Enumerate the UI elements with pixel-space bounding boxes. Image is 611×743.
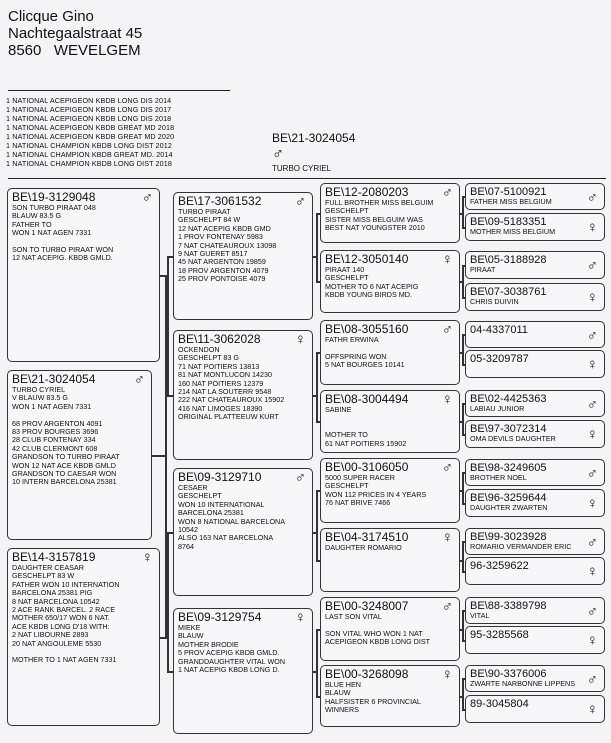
connector-line xyxy=(167,395,173,397)
owner-city-line xyxy=(8,42,142,59)
card-details: SABINE MOTHER TO 61 NAT POITIERS 15902 xyxy=(325,405,407,448)
card-details: SON TURBO PIRAAT 048 BLAUW 83.5 G FATHER TO WON 1 NAT AGEN 7331 SON TO TURBO PIRAAT WON 12 NAT ACEPIG. KBDB GMLD. xyxy=(12,203,114,263)
male-symbol-icon: ♂ xyxy=(294,469,306,486)
ring-number: 89-3045804 xyxy=(470,698,529,710)
connector-line xyxy=(152,455,166,457)
male-symbol-icon: ♂ xyxy=(586,327,598,344)
ring-number: BE\00-3268098 xyxy=(325,667,409,681)
ancestor-card xyxy=(465,420,605,448)
subject-header xyxy=(272,131,355,173)
connector-line xyxy=(462,334,464,364)
connector-line xyxy=(462,403,465,405)
ring-number: BE\09-3129710 xyxy=(178,470,262,484)
ring-number: BE\98-3249605 xyxy=(470,462,547,474)
ancestor-card xyxy=(7,548,160,726)
connector-line xyxy=(316,490,318,560)
subject-card xyxy=(7,370,152,540)
connector-line xyxy=(462,571,465,573)
female-symbol-icon: ♀ xyxy=(586,219,598,236)
male-symbol-icon: ♂ xyxy=(441,184,453,201)
card-details: MOTHER MISS BELGIUM xyxy=(470,227,556,236)
connector-line xyxy=(462,265,465,267)
card-details: BROTHER NOEL xyxy=(470,473,527,482)
ring-number: BE\88-3389798 xyxy=(470,600,547,612)
subject-ring: BE\21-3024054 xyxy=(272,131,356,145)
male-symbol-icon: ♂ xyxy=(441,321,453,338)
female-symbol-icon: ♀ xyxy=(294,609,306,626)
ring-number: 04-4337011 xyxy=(470,324,528,336)
achievement-item: 1 NATIONAL ACEPIGEON KBDB LONG DIS 2018 xyxy=(6,114,172,123)
connector-line xyxy=(462,541,464,571)
ancestor-card xyxy=(173,330,313,460)
ancestor-card xyxy=(465,350,605,378)
female-symbol-icon: ♀ xyxy=(441,666,453,683)
card-details: OCKENDON GESCHELPT 83 G 71 NAT POITIERS 13813 81 NAT MONTLUCON 14230 160 NAT POITIERS 12379 214 NAT LA SOUTERR 9548 222 NAT CHATEAUROUX 15902 416 NAT LIMOGES 18390 ORIGINAL PLATTEEUW KURT xyxy=(178,345,285,422)
connector-line xyxy=(462,472,464,503)
ring-number: BE\07-3038761 xyxy=(470,286,547,298)
connector-line xyxy=(167,256,169,395)
male-symbol-icon: ♂ xyxy=(586,465,598,482)
male-symbol-icon: ♂ xyxy=(133,371,145,388)
ancestor-card xyxy=(320,665,460,727)
female-symbol-icon: ♀ xyxy=(586,356,598,373)
connector-line xyxy=(462,678,465,680)
subject-divider xyxy=(8,178,606,179)
ring-number: BE\19-3129048 xyxy=(12,190,96,204)
connector-line xyxy=(167,256,173,258)
male-symbol-icon: ♂ xyxy=(586,534,598,551)
ring-number: BE\00-3106050 xyxy=(325,460,409,474)
ring-number: BE\96-3259644 xyxy=(470,492,547,504)
connector-line xyxy=(316,490,320,492)
achievement-item: 1 NATIONAL CHAMPION KBDB LONG DIST 2012 xyxy=(6,141,172,150)
card-details: 5000 SUPER RACER GESCHELPT WON 112 PRICES IN 4 YEARS 76 NAT BRIVE 7466 xyxy=(325,473,427,508)
female-symbol-icon: ♀ xyxy=(441,251,453,268)
female-symbol-icon: ♀ xyxy=(294,331,306,348)
ancestor-card xyxy=(465,283,605,311)
card-details: ZWARTE NARBONNE LIPPENS xyxy=(470,679,576,688)
ancestor-card xyxy=(465,489,605,517)
connector-line xyxy=(316,629,320,631)
ring-number: BE\08-3055160 xyxy=(325,322,409,336)
ring-number: BE\08-3004494 xyxy=(325,392,409,406)
male-symbol-icon: ♂ xyxy=(441,459,453,476)
ancestor-card xyxy=(173,468,313,596)
ring-number: BE\14-3157819 xyxy=(12,550,96,564)
ancestor-card xyxy=(465,183,605,210)
connector-line xyxy=(462,196,464,227)
connector-line xyxy=(462,364,465,366)
ring-number: BE\05-3188928 xyxy=(470,254,547,266)
card-details: PIRAAT 140 GESCHELPT MOTHER TO 6 NAT ACEPIG KBDB YOUNG BIRDS MD. xyxy=(325,265,419,300)
connector-line xyxy=(462,472,465,474)
ancestor-card xyxy=(465,528,605,555)
card-details: FATHER MISS BELGIUM xyxy=(470,197,552,206)
ring-number: BE\99-3023928 xyxy=(470,531,547,543)
male-symbol-icon: ♂ xyxy=(586,603,598,620)
connector-line xyxy=(167,532,169,671)
male-symbol-icon: ♂ xyxy=(586,396,598,413)
female-symbol-icon: ♀ xyxy=(586,563,598,580)
ancestor-card xyxy=(465,665,605,692)
connector-line xyxy=(462,678,464,709)
card-details: DAUGHTER ZWARTEN xyxy=(470,503,548,512)
owner-name: Clicque Gino xyxy=(8,8,94,25)
owner-street: Nachtegaalstraat 45 xyxy=(8,25,143,42)
connector-line xyxy=(316,213,318,281)
connector-line xyxy=(462,541,465,543)
card-details: LAST SON VITAL SON VITAL WHO WON 1 NAT ACEPIGEON KBDB LONG DIST xyxy=(325,612,431,647)
connector-line xyxy=(462,640,465,642)
connector-line xyxy=(462,434,465,436)
achievement-item: 1 NATIONAL ACEPIGEON KBDB GREAT MD 2018 xyxy=(6,123,175,132)
ring-number: BE\00-3248007 xyxy=(325,599,409,613)
connector-line xyxy=(316,421,320,423)
ancestor-card xyxy=(320,390,460,453)
card-details: FULL BROTHER MISS BELGUIM GESCHELPT SISTER MISS BELGUIM WAS BEST NAT YOUNGSTER 2010 xyxy=(325,198,434,233)
ring-number: 05-3209787 xyxy=(470,353,529,365)
ancestor-card xyxy=(465,390,605,417)
female-symbol-icon: ♀ xyxy=(586,701,598,718)
connector-line xyxy=(167,671,173,673)
connector-line xyxy=(462,709,465,711)
achievement-item: 1 NATIONAL CHAMPION KBDB GREAT MD. 2014 xyxy=(6,150,173,159)
connector-line xyxy=(316,352,318,421)
achievement-item: 1 NATIONAL ACEPIGEON KBDB GREAT MD 2020 xyxy=(6,132,175,141)
ancestor-card xyxy=(320,320,460,385)
female-symbol-icon: ♀ xyxy=(586,289,598,306)
connector-line xyxy=(167,532,173,534)
ancestor-card xyxy=(465,557,605,585)
ring-number: BE\09-5183351 xyxy=(470,216,547,228)
card-details: CHRIS DUIVIN xyxy=(470,297,519,306)
ancestor-card xyxy=(465,626,605,654)
ancestor-card xyxy=(320,458,460,523)
female-symbol-icon: ♀ xyxy=(586,426,598,443)
female-symbol-icon: ♀ xyxy=(441,529,453,546)
card-details: DAUGHTER ROMARIO xyxy=(325,543,402,552)
card-details: FATHR ERWINA OFFSPRING WON 5 NAT BOURGES 10141 xyxy=(325,335,405,370)
owner-divider xyxy=(8,90,230,91)
connector-line xyxy=(316,696,320,698)
connector-line xyxy=(462,227,465,229)
card-details: PIRAAT xyxy=(470,265,496,274)
ancestor-card xyxy=(465,597,605,624)
ring-number: BE\11-3062028 xyxy=(178,332,261,346)
female-symbol-icon: ♀ xyxy=(141,549,153,566)
owner-city: WEVELGEM xyxy=(53,42,141,59)
achievements-list xyxy=(6,96,174,168)
card-details: VITAL xyxy=(470,611,490,620)
connector-line xyxy=(462,610,465,612)
card-details: DAUGHTER CEASAR GESCHELPT 83 W FATHER WON 10 INTERNATION BARCELONA 25381 PIG 8 NAT BARCELONA 10542 2 ACE RANK BARCEL. 2 RACE MOTHER 650/17 WON 6 NAT. ACE KBDB LONG D'18 WITH: 2 NAT LIBOURNE 2893 20 NAT ANGOULEME 5530 MOTHER TO 1 NAT AGEN 7331 xyxy=(12,563,120,665)
male-symbol-icon: ♂ xyxy=(441,598,453,615)
connector-line xyxy=(316,560,320,562)
achievement-item: 1 NATIONAL ACEPIGEON KBDB LONG DIS 2017 xyxy=(6,105,172,114)
ring-number: BE\90-3376006 xyxy=(470,668,547,680)
connector-line xyxy=(462,334,465,336)
subject-name: TURBO CYRIEL xyxy=(272,164,332,173)
connector-line xyxy=(462,196,465,198)
ring-number: BE\04-3174510 xyxy=(325,530,409,544)
ancestor-card xyxy=(465,321,605,348)
card-details: CESAER GESCHELPT WON 10 INTERNATIONAL BARCELONA 25381 WON 8 NATIONAL BARCELONA 10542 ALSO 163 NAT BARCELONA 8764 xyxy=(178,483,286,551)
connector-line xyxy=(462,610,464,640)
ring-number: BE\02-4425363 xyxy=(470,393,547,405)
male-symbol-icon: ♂ xyxy=(294,193,306,210)
card-details: ROMARIO VERMANDER ERIC xyxy=(470,542,572,551)
achievement-item: 1 NATIONAL CHAMPION KBDB LONG DIST 2018 xyxy=(6,159,172,168)
connector-line xyxy=(462,297,465,299)
ancestor-card xyxy=(320,250,460,313)
ring-number: BE\17-3061532 xyxy=(178,194,262,208)
connector-line xyxy=(316,629,318,696)
ring-number: BE\12-3050140 xyxy=(325,252,409,266)
ring-number: BE\97-3072314 xyxy=(470,423,547,435)
ring-number: BE\07-5100921 xyxy=(470,186,547,198)
connector-line xyxy=(316,281,320,283)
owner-postal: 8560 xyxy=(8,42,42,59)
female-symbol-icon: ♀ xyxy=(441,391,453,408)
connector-line xyxy=(462,503,465,505)
card-details: TURBO PIRAAT GESCHELPT 84 W 12 NAT ACEPIG KBDB GMD 1 PROV FONTENAY 5983 7 NAT CHATEAUROUX 13098 9 NAT GUERET 8517 45 NAT ARGENTON 19859 18 PROV ARGENTON 4079 25 PROV PONTOISE 4079 xyxy=(178,207,277,284)
female-symbol-icon: ♀ xyxy=(586,495,598,512)
ancestor-card xyxy=(465,251,605,279)
male-symbol-icon: ♂ xyxy=(141,189,153,206)
female-symbol-icon: ♀ xyxy=(586,632,598,649)
male-symbol-icon: ♂ xyxy=(586,257,598,274)
ancestor-card xyxy=(320,597,460,661)
ancestor-card xyxy=(465,459,605,486)
ring-number: BE\09-3129754 xyxy=(178,610,262,624)
ring-number: BE\21-3024054 xyxy=(12,372,96,386)
male-symbol-icon: ♂ xyxy=(586,671,598,688)
ancestor-card xyxy=(7,188,160,362)
connector-line xyxy=(316,213,320,215)
ancestor-card xyxy=(173,608,313,734)
male-symbol-icon: ♂ xyxy=(586,189,598,206)
male-symbol-icon: ♂ xyxy=(272,146,284,163)
ring-number: BE\12-2080203 xyxy=(325,185,409,199)
ancestor-card xyxy=(465,695,605,723)
ancestor-card xyxy=(465,213,605,241)
achievement-item: 1 NATIONAL ACEPIGEON KBDB LONG DIS 2014 xyxy=(6,96,172,105)
ring-number: 95-3285568 xyxy=(470,629,529,641)
card-details: LABIAU JUNIOR xyxy=(470,404,525,413)
card-details: BLUE HEN BLAUW HALFSISTER 6 PROVINCIAL WINNERS xyxy=(325,680,421,715)
card-details: MIEKE BLAUW MOTHER BRODIE 5 PROV ACEPIG KBDB GMLD. GRANDDAUGHTER VITAL WON 1 NAT ACEPIG KBDB LONG D. xyxy=(178,623,286,675)
ancestor-card xyxy=(173,192,313,320)
card-details: TURBO CYRIEL V BLAUW 83.5 G WON 1 NAT AGEN 7331 68 PROV ARGENTON 4091 83 PROV BOURGES 3696 28 CLUB FONTENAY 334 42 CLUB CLERMONT 608 GRANDSON TO TURBO PIRAAT WON 12 NAT ACE KBDB GMLD GRANDSON TO CAESAR WON 10 INTERN BARCELONA 25381 xyxy=(12,385,120,487)
ancestor-card xyxy=(320,183,460,243)
connector-line xyxy=(462,265,464,297)
ancestor-card xyxy=(320,528,460,592)
connector-line xyxy=(462,403,464,434)
card-details: OMA DEVILS DAUGHTER xyxy=(470,434,556,443)
connector-line xyxy=(316,352,320,354)
owner-block xyxy=(8,8,142,59)
ring-number: 96-3259622 xyxy=(470,560,529,572)
